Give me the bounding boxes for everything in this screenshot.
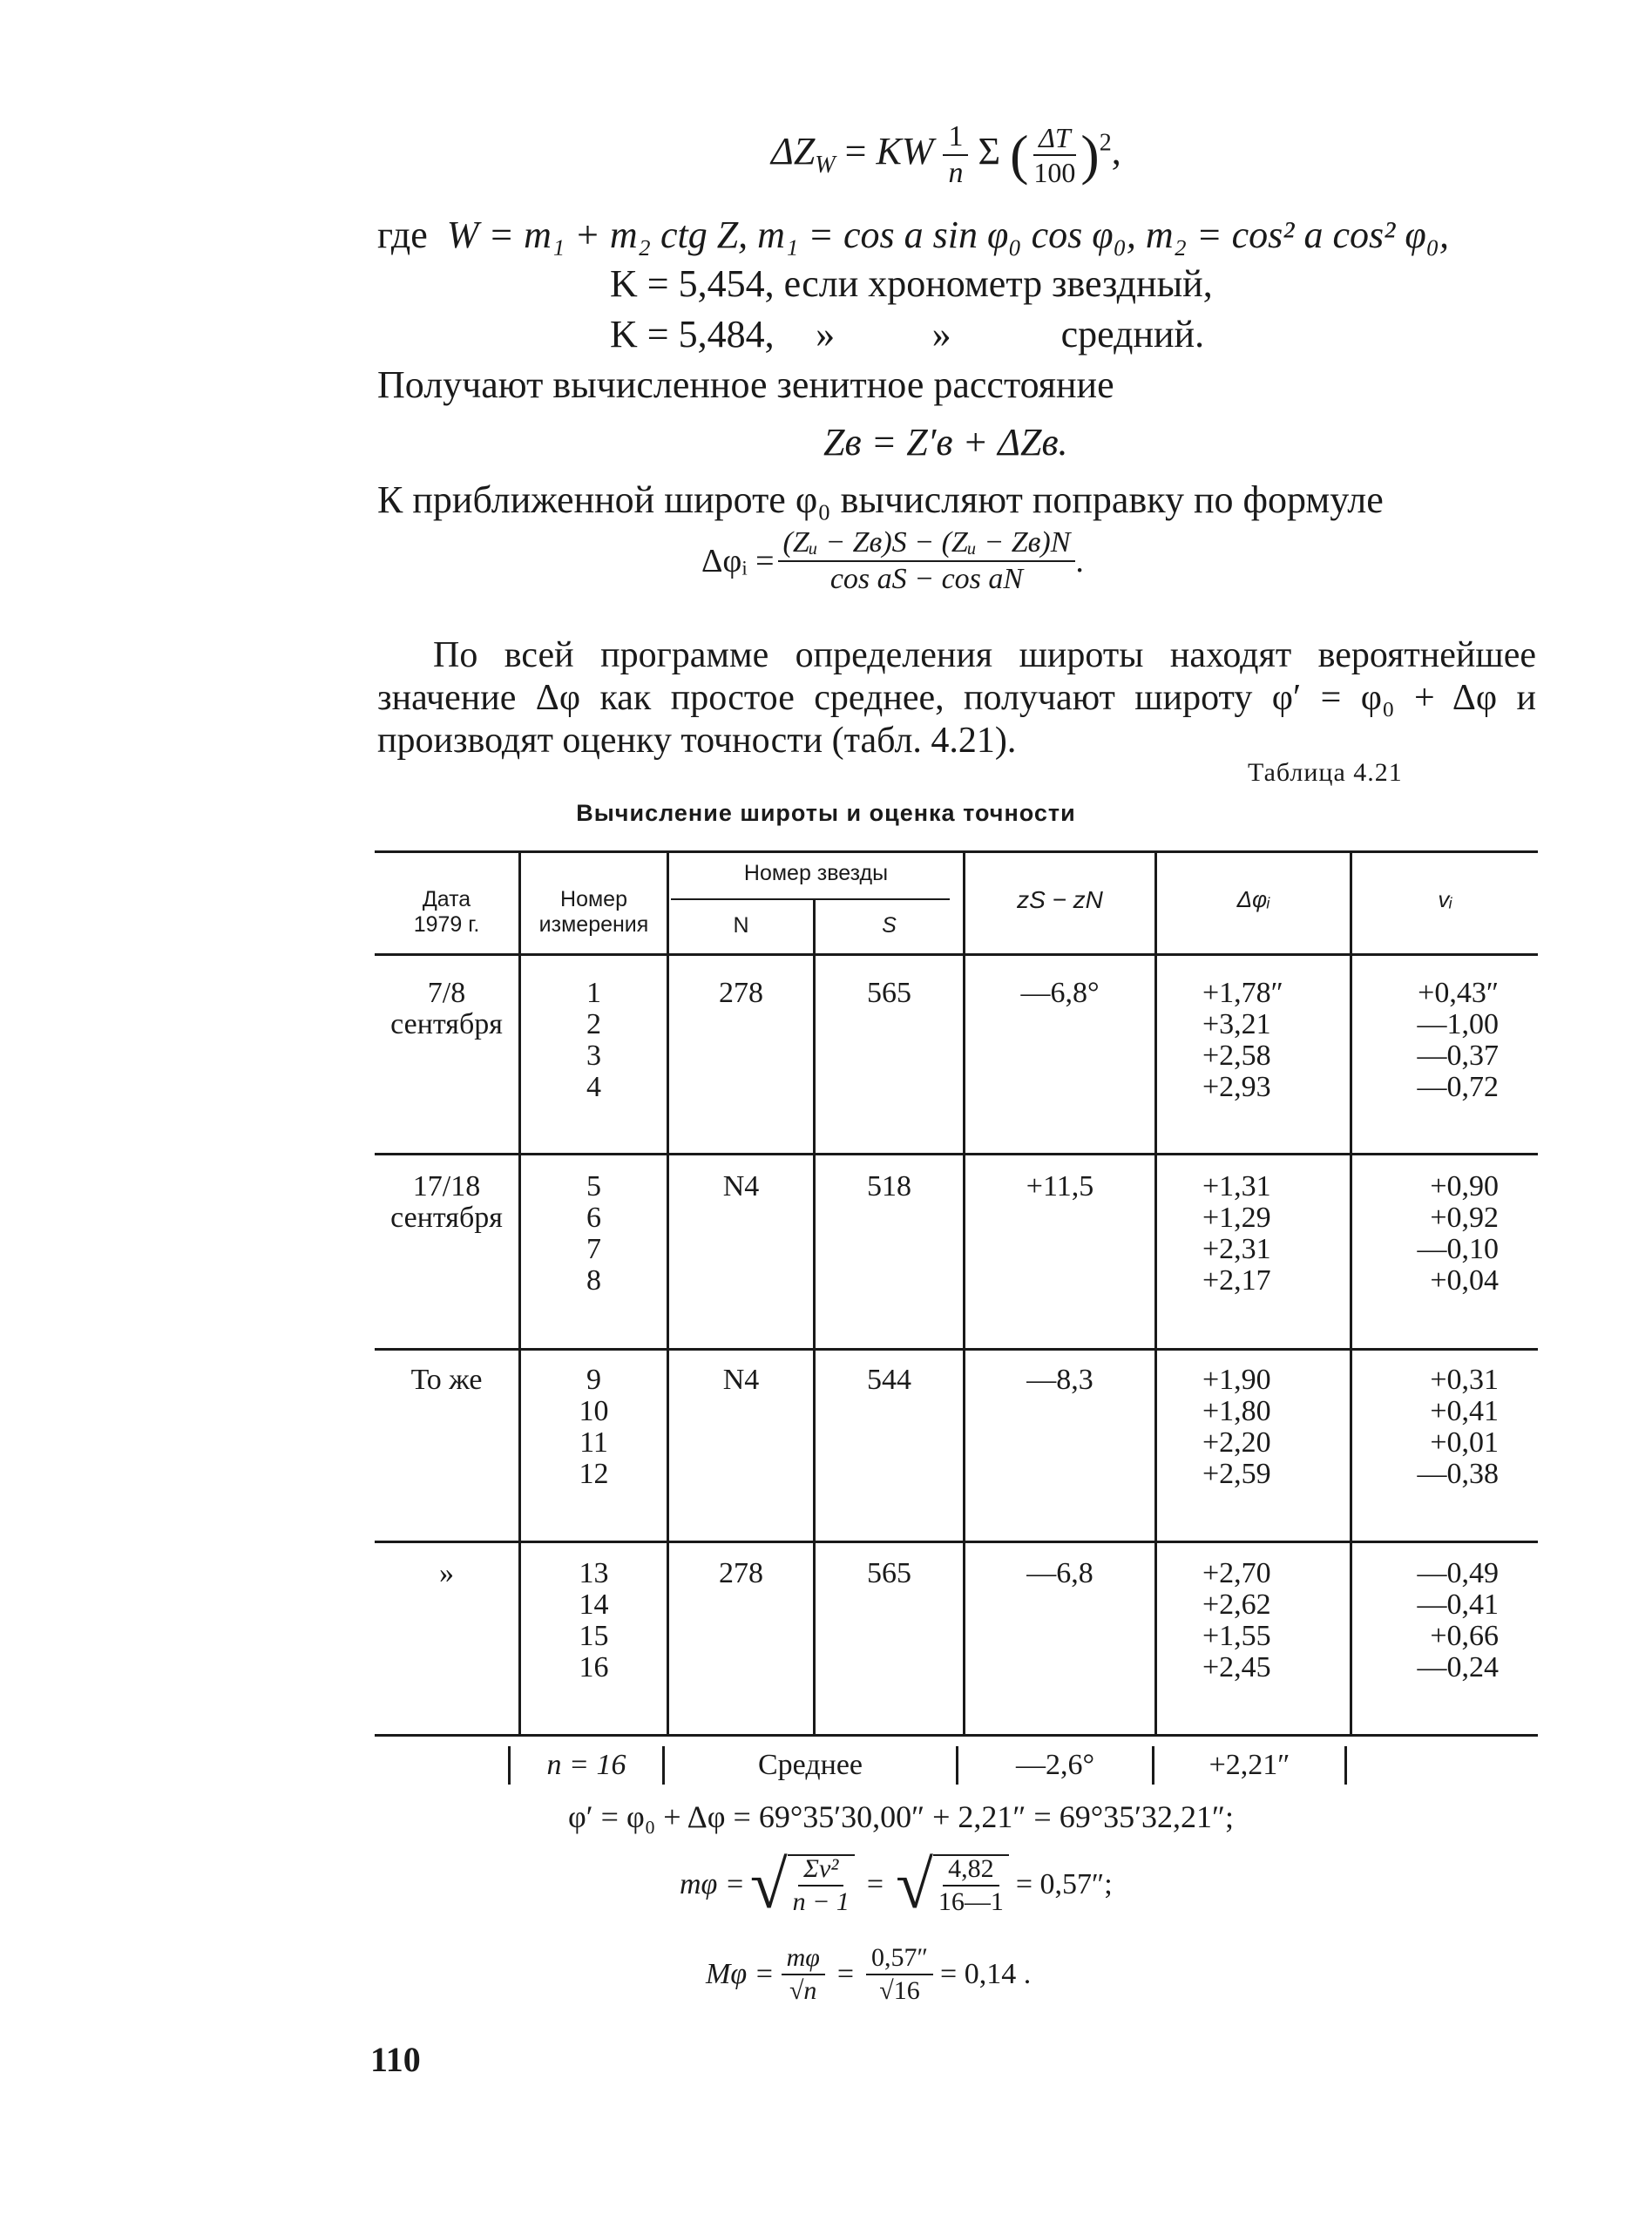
eq-m: mφ = √ $\frac{\text{Σv²}}{n - 1}$ = √ $\frac{4,82}{16—1}$ = 0,57″;: [680, 1846, 1113, 1922]
group-measure-numbers: [521, 1558, 667, 1683]
group-date-2: сентября: [390, 1202, 503, 1234]
v-value: —1,00: [1417, 1008, 1499, 1040]
group-date-2: сентября: [390, 1008, 503, 1040]
group-v: [1385, 1558, 1499, 1683]
v-value: —0,72: [1417, 1071, 1499, 1103]
where-line: [377, 213, 1449, 257]
star-n-value: 278: [719, 977, 763, 1009]
star-n-value: N4: [722, 1170, 760, 1202]
formula-dzw-power: 2: [1099, 129, 1112, 157]
frac-num: 1: [943, 122, 968, 156]
measure-number: 15: [579, 1620, 609, 1652]
star-s-value: 565: [867, 977, 911, 1009]
group-star-s: [816, 1171, 963, 1202]
sum-n-text: n = 16: [546, 1749, 626, 1781]
formula-dzw-sub: W: [815, 151, 836, 179]
table-rule-star: [671, 898, 950, 900]
where-text: W = m₁ + m₂ ctg Z, m₁ = cos a sin φ₀ cos φ₀, m₂ = cos² a cos² φ₀,: [446, 213, 1449, 256]
formula-dzw-frac: [943, 122, 968, 188]
formula-dphi-tail: .: [1075, 543, 1084, 579]
group-date-1: 17/18: [412, 1170, 481, 1202]
group-star-n: [669, 1365, 813, 1396]
group-date-1: »: [439, 1557, 454, 1589]
dphi-value: +2,45: [1202, 1651, 1271, 1683]
group-star-s: [816, 978, 963, 1009]
eq-M-den2: √16: [879, 1976, 920, 2005]
th-dphi: Δφᵢ: [1236, 886, 1270, 912]
th-star-s: S: [882, 913, 897, 938]
table-rule-top: [375, 850, 1538, 853]
table-rule-g2: [375, 1348, 1538, 1351]
k-line-2-ditto-1: »: [816, 313, 836, 356]
star-s-value: 565: [867, 1557, 911, 1589]
formula-dphi: [701, 528, 1084, 594]
sum-n: [511, 1750, 662, 1781]
group-date-1: 7/8: [427, 977, 466, 1009]
v-value: +0,92: [1430, 1202, 1499, 1234]
formula-dzw-sigma: Σ: [978, 130, 1001, 173]
th-zdiff: zS − zN: [1017, 886, 1103, 913]
v-value: +0,31: [1430, 1364, 1499, 1396]
v-value: +0,41: [1430, 1395, 1499, 1427]
group-star-n: [669, 1171, 813, 1202]
group-star-s: [816, 1365, 963, 1396]
star-s-value: 518: [867, 1170, 911, 1202]
group-zdiff: [965, 1171, 1154, 1202]
eq-m-frac2: [933, 1854, 1009, 1915]
page-number: 110: [370, 2040, 421, 2079]
where-prefix: где: [377, 213, 428, 256]
frac-den: n: [948, 157, 964, 189]
measure-number: 8: [586, 1264, 601, 1297]
group-date: [375, 1171, 518, 1234]
th-star-n: N: [733, 913, 749, 938]
measure-number: 16: [579, 1651, 609, 1683]
table-title: Вычисление широты и оценка точности: [576, 800, 1076, 826]
zdiff-value: —8,3: [1026, 1364, 1093, 1396]
v-value: —0,41: [1417, 1588, 1499, 1621]
group-star-s: [816, 1558, 963, 1589]
zdiff-value: —6,8°: [1020, 977, 1100, 1009]
group-zdiff: [965, 1558, 1154, 1589]
formula-zb-text: Zв = Z′в + ΔZв.: [823, 421, 1068, 464]
group-date: [375, 1365, 518, 1396]
measure-number: 6: [586, 1202, 601, 1234]
formula-dzw-kw: KW: [876, 130, 934, 173]
th-v: vᵢ: [1438, 886, 1452, 912]
v-value: —0,38: [1417, 1458, 1499, 1490]
formula-dzw-tail: ,: [1111, 130, 1121, 173]
zdiff-value: —6,8: [1026, 1557, 1093, 1589]
formula-dphi-den: cos aS − cos aN: [829, 563, 1024, 595]
formula-dphi-num: (Zᵤ − Zв)S − (Zᵤ − Zв)N: [778, 528, 1076, 562]
k-line-2-word: средний.: [1060, 313, 1205, 356]
para-correction: К приближенной широте φ₀ вычисляют поправку по формуле: [377, 478, 1384, 521]
th-date-l2: 1979 г.: [413, 912, 480, 937]
formula-dphi-lhs: Δφᵢ =: [701, 543, 775, 579]
eq-phi: φ′ = φ₀ + Δφ = 69°35′30,00″ + 2,21″ = 69°35′32,21″;: [568, 1799, 1234, 1834]
v-value: +0,04: [1430, 1264, 1499, 1297]
star-n-value: N4: [722, 1364, 760, 1396]
dphi-value: +2,17: [1202, 1264, 1271, 1297]
star-s-value: 544: [867, 1364, 911, 1396]
group-date-1: То же: [410, 1364, 483, 1396]
measure-number: 7: [586, 1233, 601, 1265]
eq-m-lhs: mφ =: [680, 1868, 745, 1900]
measure-number: 5: [586, 1170, 601, 1202]
group-measure-numbers: [521, 1365, 667, 1490]
th-measure: [521, 887, 667, 938]
measure-number: 2: [586, 1008, 601, 1040]
group-zdiff: [965, 1365, 1154, 1396]
table-rule-g3: [375, 1541, 1538, 1543]
formula-zb: [823, 420, 1068, 464]
k-line-1: K = 5,454, если хронометр звездный,: [610, 262, 1213, 305]
eq-m-result: = 0,57″;: [1015, 1868, 1113, 1900]
measure-number: 3: [586, 1040, 601, 1072]
group-date: [375, 1558, 518, 1589]
measure-number: 10: [579, 1395, 609, 1427]
table-rule-g1: [375, 1153, 1538, 1155]
dphi-value: +1,29: [1202, 1202, 1271, 1234]
group-star-n: [669, 1558, 813, 1589]
eq-M-frac2: [866, 1945, 933, 2004]
group-star-n: [669, 978, 813, 1009]
dphi-value: +2,70: [1202, 1557, 1271, 1589]
eq-M-eq: =: [836, 1958, 855, 1990]
eq-m-den2: 16—1: [938, 1887, 1004, 1916]
table-label: Таблица 4.21: [1248, 758, 1403, 787]
zdiff-value: +11,5: [1026, 1170, 1094, 1202]
group-measure-numbers: [521, 978, 667, 1103]
group-dphi: [1202, 1171, 1316, 1297]
eq-M-lhs: Mφ =: [706, 1958, 775, 1990]
v-value: +0,01: [1430, 1426, 1499, 1459]
group-v: [1385, 1365, 1499, 1490]
th-measure-l2: измерения: [538, 912, 649, 937]
dphi-value: +2,62: [1202, 1588, 1271, 1621]
eq-M-den1: √n: [789, 1976, 817, 2005]
formula-dzw: $\Delta Z_W$ = KW $\frac{1}{n}$ Σ ( $\frac{\Delta T}{100}$ )$^2$,: [771, 120, 1121, 189]
inner-num: ΔT: [1033, 124, 1076, 156]
group-dphi: [1202, 1558, 1316, 1683]
v-value: +0,43″: [1418, 977, 1499, 1009]
sum-z: —2,6°: [1015, 1749, 1095, 1781]
dphi-value: +1,90: [1202, 1364, 1271, 1396]
v-value: —0,49: [1417, 1557, 1499, 1589]
dphi-value: +1,80: [1202, 1395, 1271, 1427]
group-zdiff: [965, 978, 1154, 1009]
v-value: —0,37: [1417, 1040, 1499, 1072]
measure-number: 11: [579, 1426, 608, 1459]
formula-dzw-lhs: ΔZ: [771, 130, 816, 173]
v-value: —0,10: [1417, 1233, 1499, 1265]
eq-M: [706, 1945, 1031, 2004]
eq-M-frac1: [782, 1945, 825, 2004]
v-value: +0,90: [1430, 1170, 1499, 1202]
formula-dphi-frac: [778, 528, 1076, 594]
table-vrule-3: [813, 898, 816, 1734]
table-vrule-6: [1350, 850, 1352, 1734]
th-star: Номер звезды: [743, 861, 889, 885]
table-vrule-5: [1154, 850, 1157, 1734]
measure-number: 14: [579, 1588, 609, 1621]
k-line-2: [610, 312, 1204, 356]
formula-dzw-inner-frac: [1028, 124, 1080, 186]
measure-number: 9: [586, 1364, 601, 1396]
table-rule-head: [375, 953, 1538, 956]
group-v: [1385, 1171, 1499, 1297]
group-dphi: [1202, 978, 1316, 1103]
measure-number: 4: [586, 1071, 601, 1103]
para-program: По всей программе определения широты находят вероятнейшее значение Δφ как простое среднее, получают широту φ′ = φ₀ + Δφ и производят оценку точности (табл. 4.21).: [377, 635, 1536, 761]
eq-m-num2: 4,82: [943, 1856, 999, 1886]
dphi-value: +1,55: [1202, 1620, 1271, 1652]
group-date: [375, 978, 518, 1040]
eq-m-eq: =: [866, 1868, 884, 1900]
eq-M-num2: 0,57″: [866, 1945, 933, 1975]
eq-M-result: = 0,14 .: [940, 1958, 1032, 1990]
sum-vrule-5: [1344, 1746, 1347, 1785]
formula-dzw-eq: =: [844, 130, 867, 173]
measure-number: 1: [586, 977, 601, 1009]
star-n-value: 278: [719, 1557, 763, 1589]
dphi-value: +2,20: [1202, 1426, 1271, 1459]
dphi-value: +1,31: [1202, 1170, 1271, 1202]
th-date-l1: Дата: [422, 887, 471, 911]
k-line-2-ditto-2: »: [931, 313, 951, 356]
measure-number: 12: [579, 1458, 609, 1490]
table-rule-g4: [375, 1734, 1538, 1737]
th-date: [375, 887, 518, 938]
sum-dphi: +2,21″: [1209, 1749, 1290, 1781]
dphi-value: +2,93: [1202, 1071, 1271, 1103]
group-dphi: [1202, 1365, 1316, 1490]
dphi-value: +1,78″: [1202, 977, 1283, 1009]
eq-m-den1: n − 1: [792, 1887, 850, 1916]
para-computed: Получают вычисленное зенитное расстояние: [377, 363, 1114, 406]
sum-label: Среднее: [758, 1749, 863, 1781]
eq-m-frac1: [788, 1854, 855, 1915]
group-measure-numbers: [521, 1171, 667, 1297]
group-v: [1385, 978, 1499, 1103]
th-measure-l1: Номер: [560, 887, 627, 911]
v-value: —0,24: [1417, 1651, 1499, 1683]
eq-M-num1: mφ: [782, 1945, 825, 1975]
dphi-value: +2,31: [1202, 1233, 1271, 1265]
dphi-value: +3,21: [1202, 1008, 1271, 1040]
v-value: +0,66: [1430, 1620, 1499, 1652]
measure-number: 13: [579, 1557, 609, 1589]
dphi-value: +2,58: [1202, 1040, 1271, 1072]
k-line-2-value: K = 5,484,: [610, 313, 775, 356]
eq-m-num1: Σv²: [798, 1856, 843, 1886]
inner-den: 100: [1033, 157, 1076, 188]
dphi-value: +2,59: [1202, 1458, 1271, 1490]
